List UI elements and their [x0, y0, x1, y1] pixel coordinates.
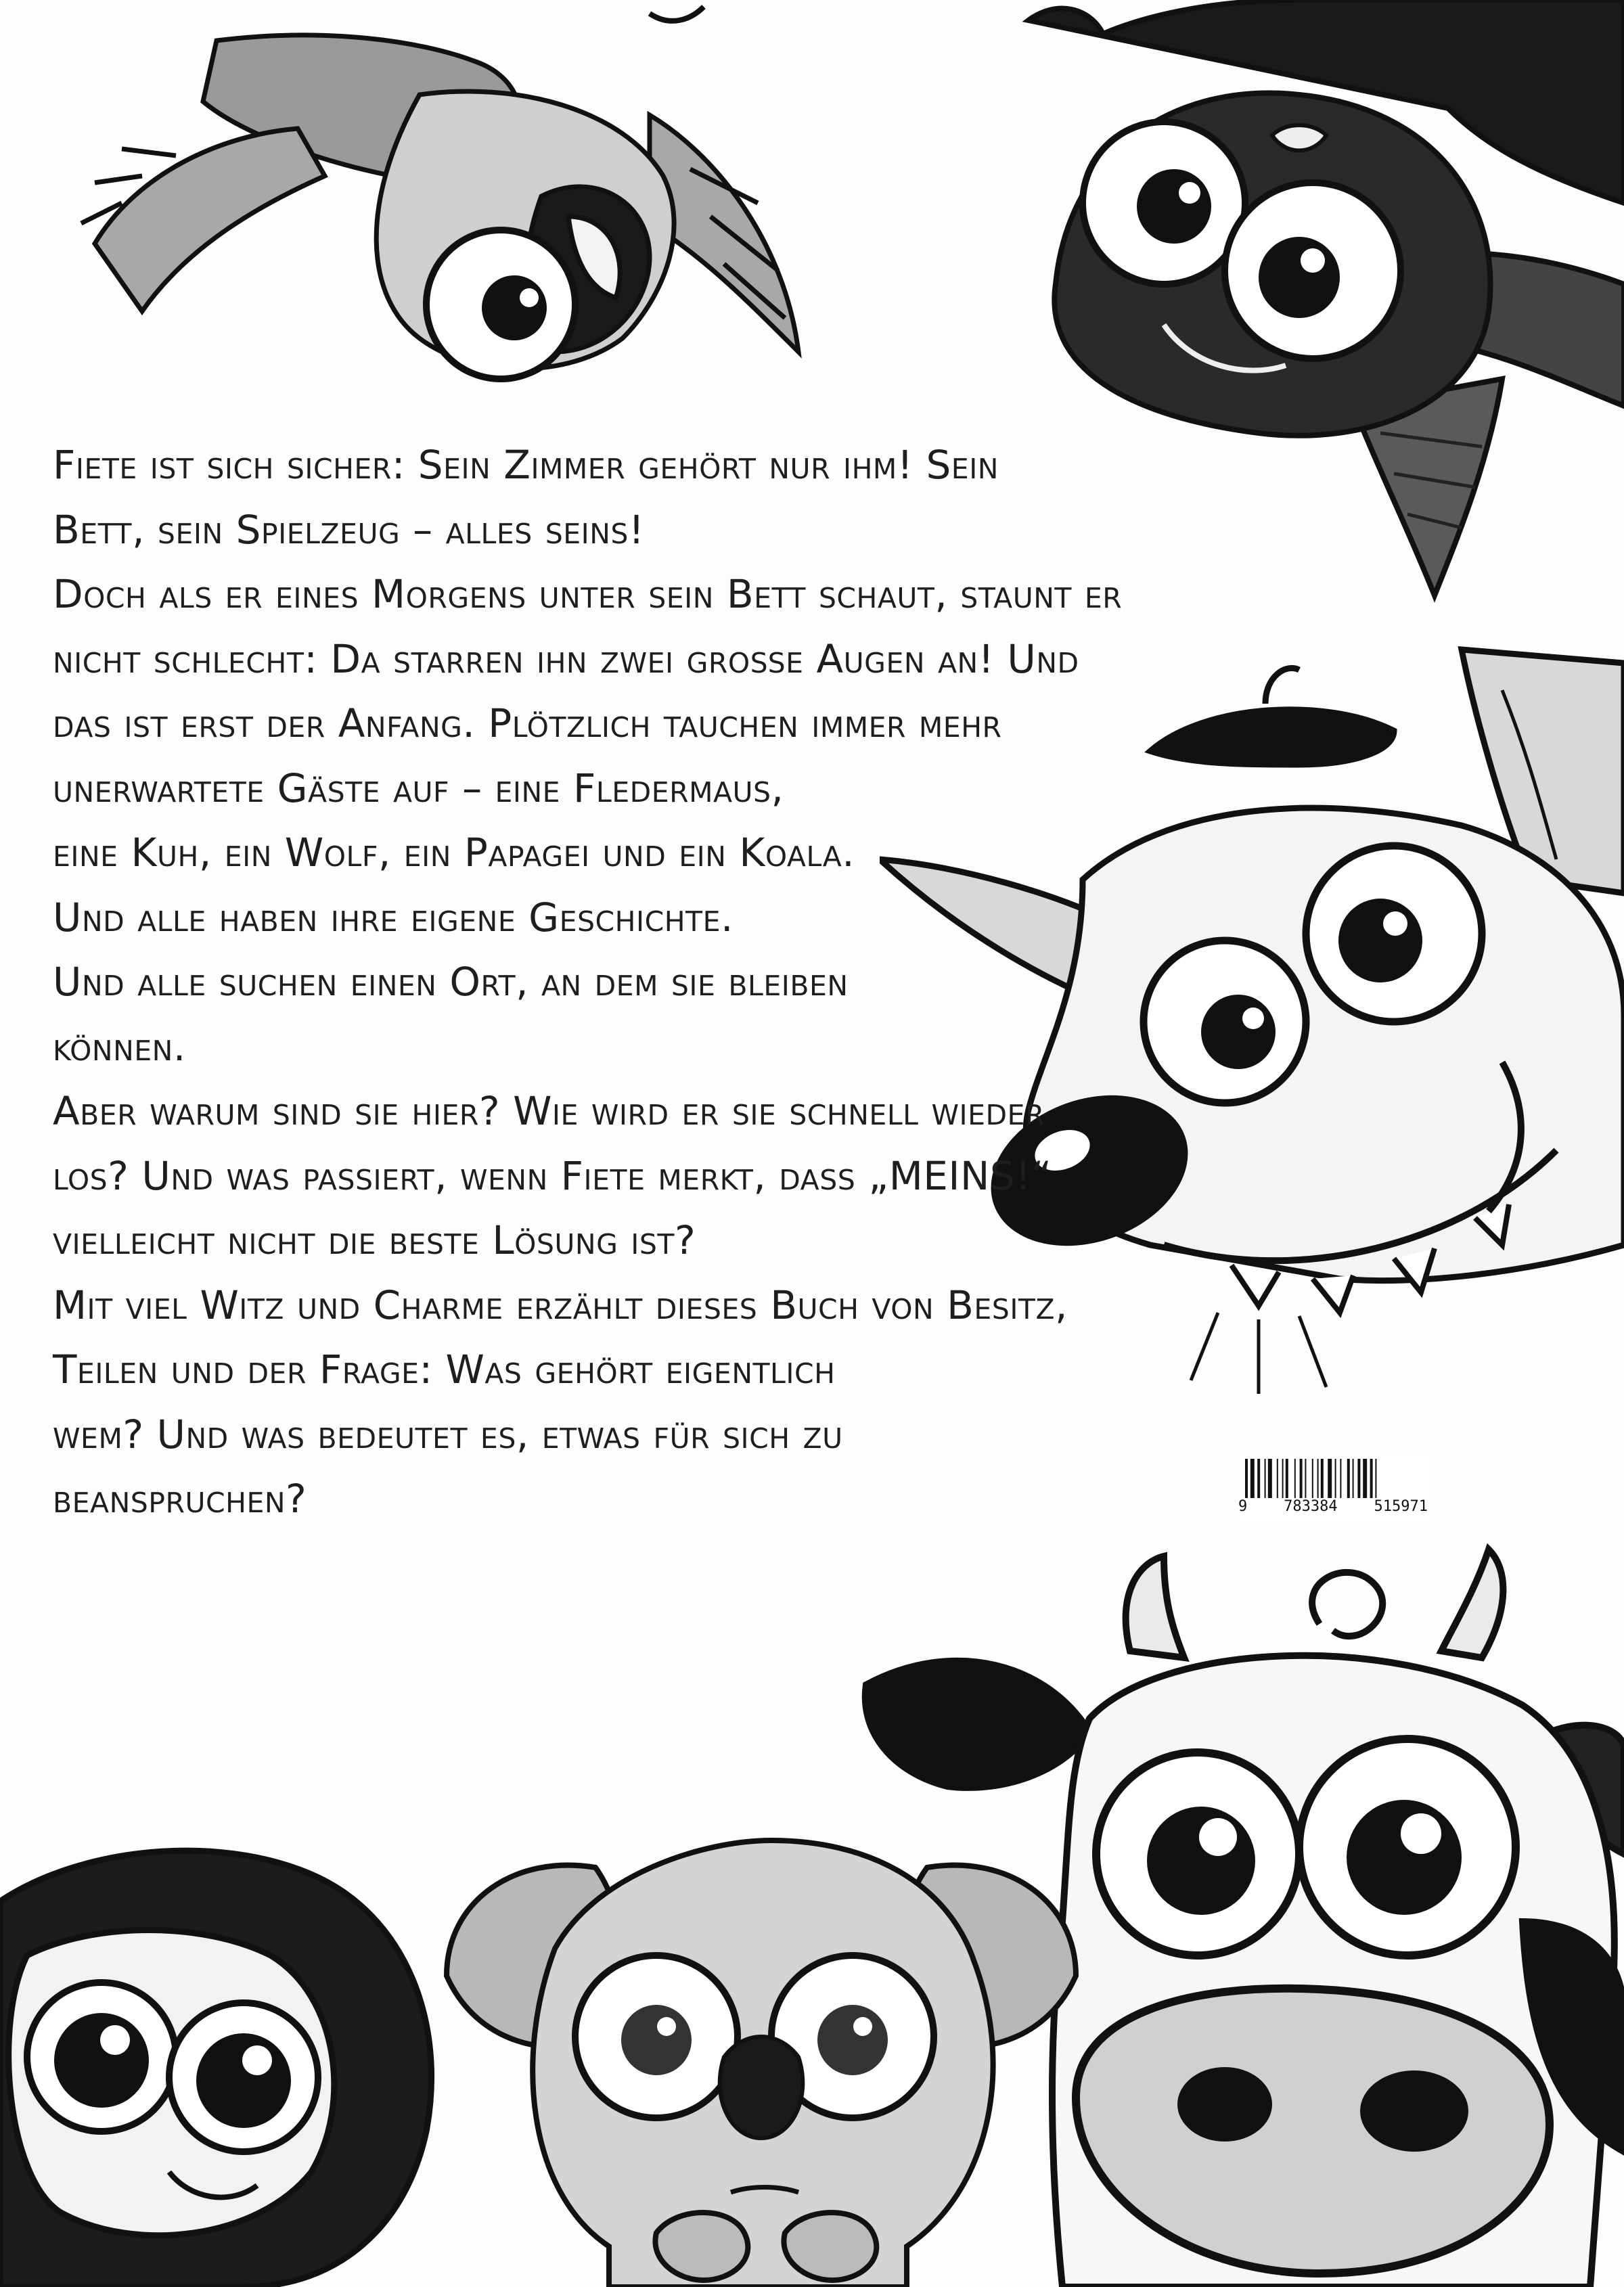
blurb-line: können.	[53, 1023, 186, 1070]
blurb-line: Teilen und der Frage: Was gehört eigentlich	[53, 1346, 836, 1392]
koala-illustration	[433, 1813, 1089, 2287]
barcode-group-2: 515971	[1374, 1498, 1428, 1515]
barcode-digits	[1236, 1498, 1430, 1515]
barcode-group-1: 783384	[1284, 1498, 1338, 1515]
blurb-line: wem? Und was bedeutet es, etwas für sich zu	[53, 1411, 843, 1457]
blurb-line: Und alle haben ihre eigene Geschichte.	[53, 894, 734, 941]
parrot-illustration	[41, 0, 812, 406]
blurb-line: Bett, sein Spielzeug – alles seins!	[53, 506, 645, 553]
blurb-line: unerwartete Gäste auf – eine Fledermaus,	[53, 765, 784, 811]
blurb-line: Fiete ist sich sicher: Sein Zimmer gehört nur ihm! Sein	[53, 442, 999, 488]
blurb-line: los? Und was passiert, wenn Fiete merkt, dass „MEINS!“	[53, 1152, 1052, 1199]
blurb-line: eine Kuh, ein Wolf, ein Papagei und ein Koala.	[53, 830, 855, 876]
blurb-line: Mit viel Witz und Charme erzählt dieses Buch von Besitz,	[53, 1282, 1068, 1328]
blurb-line: das ist erst der Anfang. Plötzlich tauchen immer mehr	[53, 700, 1002, 746]
blurb-text	[53, 433, 1149, 1532]
monkey-illustration	[0, 1820, 447, 2287]
blurb-line: Doch als er eines Morgens unter sein Bett schaut, staunt er	[53, 571, 1123, 617]
blurb-line: Und alle suchen einen Ort, an dem sie bleiben	[53, 959, 849, 1005]
blurb-line: vielleicht nicht die beste Lösung ist?	[53, 1217, 696, 1263]
blurb-line: Aber warum sind sie hier? Wie wird er sie schnell wieder	[53, 1088, 1045, 1134]
blurb-line: beanspruchen?	[53, 1476, 307, 1522]
blurb-line: nicht schlecht: Da starren ihn zwei große Augen an! Und	[53, 635, 1079, 682]
barcode-lead-digit: 9	[1238, 1498, 1248, 1515]
